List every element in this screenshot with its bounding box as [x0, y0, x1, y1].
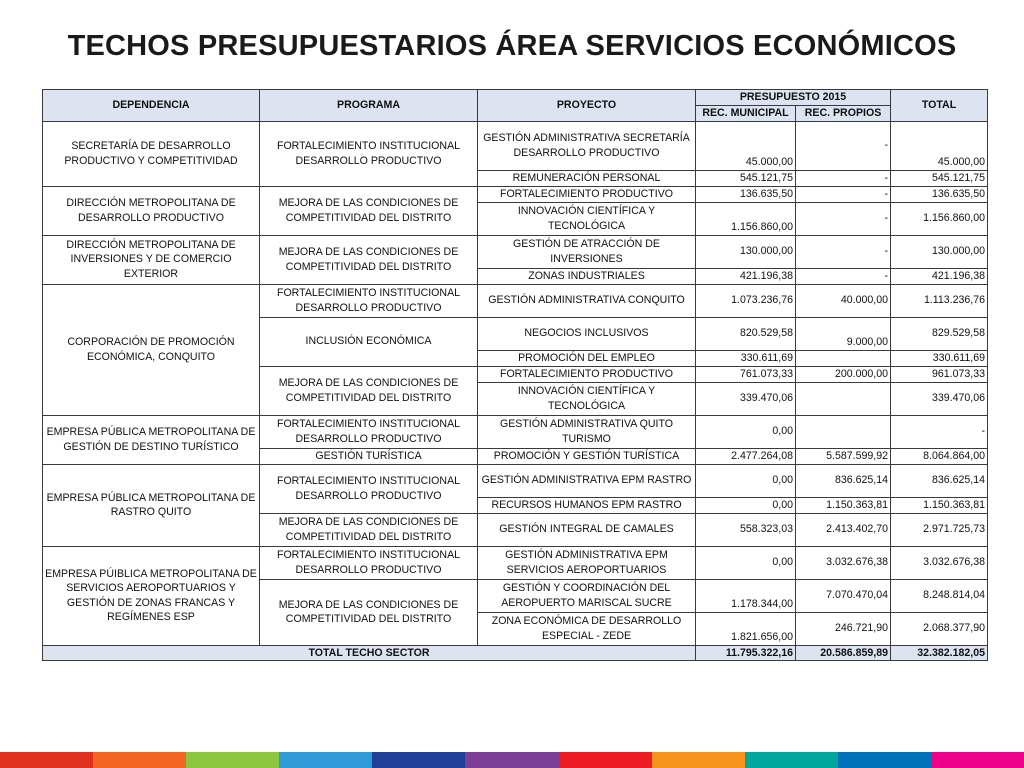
total-label: TOTAL TECHO SECTOR: [43, 645, 696, 661]
cell-total: 330.611,69: [891, 350, 988, 366]
header-total: TOTAL: [891, 90, 988, 122]
cell-proyecto: GESTIÓN ADMINISTRATIVA EPM RASTRO: [478, 464, 696, 497]
cell-rec-propios: -: [796, 268, 891, 284]
cell-rec-propios: [796, 415, 891, 448]
cell-proyecto: GESTIÓN ADMINISTRATIVA QUITO TURISMO: [478, 415, 696, 448]
total-rec-propios: 20.586.859,89: [796, 645, 891, 661]
header-presupuesto: PRESUPUESTO 2015: [696, 90, 891, 106]
cell-rec-municipal: 761.073,33: [696, 366, 796, 382]
cell-proyecto: FORTALECIMIENTO PRODUCTIVO: [478, 366, 696, 382]
cell-programa: INCLUSIÓN ECONÓMICA: [260, 317, 478, 366]
cell-proyecto: GESTIÓN Y COORDINACIÓN DEL AEROPUERTO MARISCAL SUCRE: [478, 579, 696, 612]
footer-color-segment: [0, 752, 93, 768]
cell-total: 1.156.860,00: [891, 202, 988, 235]
cell-total: 545.121,75: [891, 170, 988, 186]
cell-programa: FORTALECIMIENTO INSTITUCIONAL DESARROLLO PRODUCTIVO: [260, 464, 478, 513]
cell-total: 3.032.676,38: [891, 546, 988, 579]
cell-proyecto: FORTALECIMIENTO PRODUCTIVO: [478, 186, 696, 202]
footer-color-segment: [838, 752, 931, 768]
cell-rec-municipal: 339.470,06: [696, 382, 796, 415]
cell-programa: MEJORA DE LAS CONDICIONES DE COMPETITIVIDAD DEL DISTRITO: [260, 366, 478, 415]
total-rec-municipal: 11.795.322,16: [696, 645, 796, 661]
header-proyecto: PROYECTO: [478, 90, 696, 122]
cell-dependencia: EMPRESA PÚIBLICA METROPOLITANA DE SERVICIOS AEROPORTUARIOS Y GESTIÓN DE ZONAS FRANCAS Y REGÍMENES ESP: [43, 546, 260, 645]
cell-total: 136.635,50: [891, 186, 988, 202]
cell-total: 2.971.725,73: [891, 513, 988, 546]
cell-total: 1.150.363,81: [891, 497, 988, 513]
cell-rec-propios: 246.721,90: [796, 612, 891, 645]
cell-dependencia: EMPRESA PÚBLICA METROPOLITANA DE GESTIÓN DE DESTINO TURÍSTICO: [43, 415, 260, 464]
cell-programa: FORTALECIMIENTO INSTITUCIONAL DESARROLLO PRODUCTIVO: [260, 121, 478, 186]
cell-programa: MEJORA DE LAS CONDICIONES DE COMPETITIVIDAD DEL DISTRITO: [260, 579, 478, 645]
budget-table: [42, 89, 988, 661]
cell-rec-propios: 2.413.402,70: [796, 513, 891, 546]
cell-rec-municipal: 2.477.264,08: [696, 448, 796, 464]
total-total: 32.382.182,05: [891, 645, 988, 661]
cell-programa: FORTALECIMIENTO INSTITUCIONAL DESARROLLO PRODUCTIVO: [260, 415, 478, 448]
cell-rec-propios: -: [796, 186, 891, 202]
footer-color-segment: [372, 752, 465, 768]
cell-rec-propios: 40.000,00: [796, 284, 891, 317]
cell-rec-propios: -: [796, 202, 891, 235]
cell-total: 836.625,14: [891, 464, 988, 497]
cell-dependencia: DIRECCIÓN METROPOLITANA DE INVERSIONES Y DE COMERCIO EXTERIOR: [43, 235, 260, 284]
cell-rec-propios: -: [796, 121, 891, 170]
cell-rec-municipal: 45.000,00: [696, 121, 796, 170]
cell-proyecto: GESTIÓN ADMINISTRATIVA SECRETARÍA DESARROLLO PRODUCTIVO: [478, 121, 696, 170]
cell-rec-propios: 7.070.470,04: [796, 579, 891, 612]
footer-color-segment: [93, 752, 186, 768]
cell-rec-municipal: 136.635,50: [696, 186, 796, 202]
cell-rec-propios: 1.150.363,81: [796, 497, 891, 513]
cell-proyecto: GESTIÓN INTEGRAL DE CAMALES: [478, 513, 696, 546]
cell-proyecto: PROMOCIÓN Y GESTIÓN TURÍSTICA: [478, 448, 696, 464]
cell-proyecto: INNOVACIÓN CIENTÍFICA Y TECNOLÓGICA: [478, 382, 696, 415]
cell-rec-municipal: 1.156.860,00: [696, 202, 796, 235]
cell-total: 45.000,00: [891, 121, 988, 170]
cell-rec-propios: 9.000,00: [796, 317, 891, 350]
cell-proyecto: ZONA ECONÓMICA DE DESARROLLO ESPECIAL - ZEDE: [478, 612, 696, 645]
cell-total: 961.073,33: [891, 366, 988, 382]
footer-color-segment: [652, 752, 745, 768]
total-row: [43, 645, 988, 661]
footer-color-segment: [465, 752, 558, 768]
cell-rec-municipal: 558.323,03: [696, 513, 796, 546]
header-programa: PROGRAMA: [260, 90, 478, 122]
cell-proyecto: GESTIÓN ADMINISTRATIVA CONQUITO: [478, 284, 696, 317]
cell-rec-propios: 836.625,14: [796, 464, 891, 497]
cell-total: 130.000,00: [891, 235, 988, 268]
cell-rec-municipal: 820.529,58: [696, 317, 796, 350]
cell-total: 1.113.236,76: [891, 284, 988, 317]
cell-proyecto: RECURSOS HUMANOS EPM RASTRO: [478, 497, 696, 513]
cell-programa: MEJORA DE LAS CONDICIONES DE COMPETITIVIDAD DEL DISTRITO: [260, 186, 478, 235]
cell-rec-municipal: 1.821.656,00: [696, 612, 796, 645]
cell-total: -: [891, 415, 988, 448]
table-row: [43, 235, 988, 268]
cell-programa: MEJORA DE LAS CONDICIONES DE COMPETITIVIDAD DEL DISTRITO: [260, 513, 478, 546]
cell-rec-propios: 5.587.599,92: [796, 448, 891, 464]
cell-proyecto: GESTIÓN ADMINISTRATIVA EPM SERVICIOS AEROPORTUARIOS: [478, 546, 696, 579]
cell-rec-municipal: 330.611,69: [696, 350, 796, 366]
cell-dependencia: CORPORACIÓN DE PROMOCIÓN ECONÓMICA, CONQUITO: [43, 284, 260, 415]
header-rec-propios: REC. PROPIOS: [796, 105, 891, 121]
cell-rec-propios: -: [796, 235, 891, 268]
table-row: [43, 464, 988, 497]
header-dependencia: DEPENDENCIA: [43, 90, 260, 122]
cell-rec-municipal: 545.121,75: [696, 170, 796, 186]
footer-color-segment: [931, 752, 1024, 768]
cell-total: 8.064.864,00: [891, 448, 988, 464]
cell-programa: MEJORA DE LAS CONDICIONES DE COMPETITIVIDAD DEL DISTRITO: [260, 235, 478, 284]
footer-color-segment: [559, 752, 652, 768]
cell-rec-propios: [796, 350, 891, 366]
cell-proyecto: REMUNERACIÓN PERSONAL: [478, 170, 696, 186]
cell-rec-municipal: 1.178.344,00: [696, 579, 796, 612]
cell-rec-propios: [796, 382, 891, 415]
cell-rec-municipal: 0,00: [696, 546, 796, 579]
page-title: TECHOS PRESUPUESTARIOS ÁREA SERVICIOS ECONÓMICOS: [67, 30, 957, 62]
footer-color-segment: [745, 752, 838, 768]
table-row: [43, 284, 988, 317]
table-row: [43, 186, 988, 202]
cell-proyecto: INNOVACIÓN CIENTÍFICA Y TECNOLÓGICA: [478, 202, 696, 235]
cell-programa: GESTIÓN TURÍSTICA: [260, 448, 478, 464]
footer-color-bar: [0, 752, 1024, 768]
table-row: [43, 546, 988, 579]
header-rec-municipal: REC. MUNICIPAL: [696, 105, 796, 121]
cell-proyecto: NEGOCIOS INCLUSIVOS: [478, 317, 696, 350]
cell-proyecto: GESTIÓN DE ATRACCIÓN DE INVERSIONES: [478, 235, 696, 268]
cell-rec-propios: 200.000,00: [796, 366, 891, 382]
cell-dependencia: EMPRESA PÚBLICA METROPOLITANA DE RASTRO QUITO: [43, 464, 260, 546]
cell-total: 339.470,06: [891, 382, 988, 415]
cell-rec-propios: -: [796, 170, 891, 186]
cell-programa: FORTALECIMIENTO INSTITUCIONAL DESARROLLO PRODUCTIVO: [260, 284, 478, 317]
cell-rec-municipal: 0,00: [696, 497, 796, 513]
table-row: [43, 121, 988, 170]
footer-color-segment: [279, 752, 372, 768]
cell-rec-municipal: 421.196,38: [696, 268, 796, 284]
cell-total: 8.248.814,04: [891, 579, 988, 612]
cell-total: 829.529,58: [891, 317, 988, 350]
cell-rec-municipal: 1.073.236,76: [696, 284, 796, 317]
cell-total: 421.196,38: [891, 268, 988, 284]
cell-dependencia: SECRETARÍA DE DESARROLLO PRODUCTIVO Y COMPETITIVIDAD: [43, 121, 260, 186]
cell-rec-municipal: 130.000,00: [696, 235, 796, 268]
cell-rec-propios: 3.032.676,38: [796, 546, 891, 579]
cell-rec-municipal: 0,00: [696, 415, 796, 448]
cell-rec-municipal: 0,00: [696, 464, 796, 497]
table-row: [43, 415, 988, 448]
cell-programa: FORTALECIMIENTO INSTITUCIONAL DESARROLLO PRODUCTIVO: [260, 546, 478, 579]
footer-color-segment: [186, 752, 279, 768]
cell-total: 2.068.377,90: [891, 612, 988, 645]
cell-proyecto: PROMOCIÓN DEL EMPLEO: [478, 350, 696, 366]
cell-dependencia: DIRECCIÓN METROPOLITANA DE DESARROLLO PRODUCTIVO: [43, 186, 260, 235]
cell-proyecto: ZONAS INDUSTRIALES: [478, 268, 696, 284]
